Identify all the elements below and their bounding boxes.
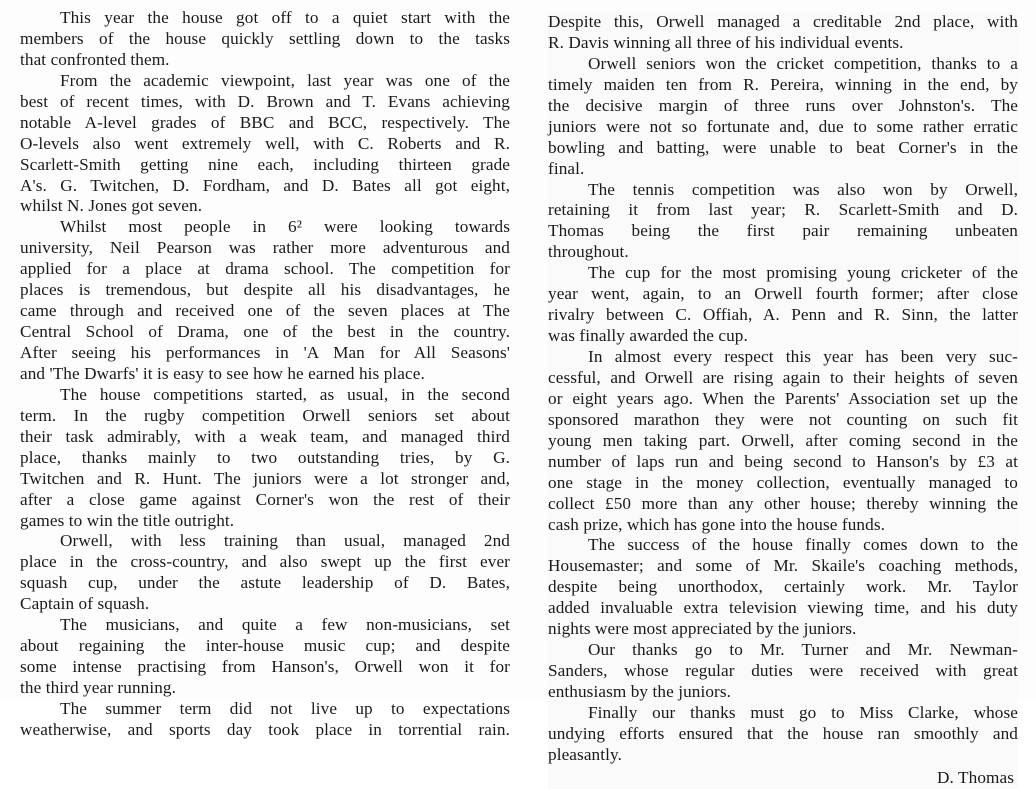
- text-line: The musicians, and quite a few non-musicians, set: [60, 615, 510, 635]
- text-line: applied for a place at drama school. The competition for: [20, 259, 510, 279]
- text-line: members of the house quickly settling down to the tasks: [20, 28, 510, 48]
- text-line: Orwell, with less training than usual, managed 2nd: [60, 531, 510, 551]
- text-line: best of recent times, with D. Brown and T. Evans achieving: [20, 91, 510, 111]
- text-line: term. In the rugby competition Orwell seniors set about: [20, 405, 510, 425]
- text-line: throughout.: [548, 242, 629, 262]
- text-line: undying efforts ensured that the house ran smoothly and: [548, 723, 1018, 743]
- text-line: added invaluable extra television viewing time, and his duty: [548, 598, 1018, 618]
- text-line: places is tremendous, but despite all his disadvantages, he: [20, 280, 510, 300]
- text-line: or eight years ago. When the Parents' Association set up the: [548, 388, 1018, 408]
- text-line: Central School of Drama, one of the best in the country.: [20, 322, 510, 342]
- text-line: Thomas being the first pair remaining unbeaten: [548, 221, 1018, 241]
- text-line: O-levels also went extremely well, with C. Roberts and R.: [20, 133, 510, 153]
- text-line: collect £50 more than any other house; thereby winning the: [548, 493, 1018, 513]
- text-line: one stage in the money collection, eventually managed to: [548, 472, 1018, 492]
- text-line: university, Neil Pearson was rather more adventurous and: [20, 238, 510, 258]
- text-line: The success of the house finally comes down to the: [588, 535, 1018, 555]
- text-line: Despite this, Orwell managed a creditable 2nd place, with: [548, 12, 1018, 31]
- text-line: was finally awarded the cup.: [548, 326, 748, 346]
- text-line: final.: [548, 158, 585, 178]
- right-column-body: [548, 12, 1018, 766]
- text-line: A's. G. Twitchen, D. Fordham, and D. Bates all got eight,: [20, 175, 510, 195]
- text-line: place, thanks mainly to two outstanding tries, by G.: [20, 447, 510, 467]
- text-line: squash cup, under the astute leadership of D. Bates,: [20, 573, 510, 593]
- text-line: number of laps run and being second to Hanson's by £3 at: [548, 451, 1018, 471]
- text-line: Housemaster; and some of Mr. Skaile's coaching methods,: [548, 556, 1018, 576]
- text-line: Scarlett-Smith getting nine each, including thirteen grade: [20, 154, 510, 174]
- text-line: notable A-level grades of BBC and BCC, respectively. The: [20, 112, 510, 132]
- text-line: Orwell seniors won the cricket competition, thanks to a: [588, 53, 1018, 73]
- text-line: Whilst most people in 6² were looking towards: [60, 217, 510, 237]
- text-line: After seeing his performances in 'A Man for All Seasons': [20, 343, 510, 362]
- text-line: Our thanks go to Mr. Turner and Mr. Newman-: [588, 640, 1018, 660]
- text-line: cash prize, which has gone into the house funds.: [548, 514, 886, 534]
- text-line: Sanders, whose regular duties were received with great: [548, 661, 1018, 681]
- text-line: Finally our thanks must go to Miss Clarke, whose: [588, 702, 1018, 722]
- text-line: Twitchen and R. Hunt. The juniors were a lot stronger and,: [20, 468, 510, 488]
- right-column: [548, 12, 1018, 789]
- text-line: some intense practising from Hanson's, Orwell won it for: [20, 657, 510, 677]
- text-line: enthusiasm by the juniors.: [548, 682, 732, 701]
- text-line: about regaining the inter-house music cup; and despite: [20, 636, 510, 656]
- text-line: The cup for the most promising young cricketer of the: [588, 263, 1018, 283]
- text-line: and 'The Dwarfs' it is easy to see how he earned his place.: [20, 363, 425, 383]
- text-line: juniors were not so fortunate and, due to some rather erratic: [548, 116, 1018, 136]
- text-line: This year the house got off to a quiet start with the: [60, 8, 510, 27]
- text-line: The house competitions started, as usual, in the second: [60, 384, 510, 404]
- text-line: rivalry between C. Offiah, A. Penn and R. Sinn, the latter: [548, 305, 1018, 325]
- text-line: From the academic viewpoint, last year was one of the: [60, 70, 510, 90]
- text-line: pleasantly.: [548, 744, 622, 764]
- text-line: Captain of squash.: [20, 594, 150, 614]
- text-line: the third year running.: [20, 678, 176, 697]
- text-line: timely maiden ten from R. Pereira, winning in the end, by: [548, 74, 1018, 94]
- text-line: the decisive margin of three runs over Johnston's. The: [548, 95, 1018, 115]
- text-line: whilst N. Jones got seven.: [20, 196, 203, 216]
- text-line: place in the cross-country, and also swept up the first ever: [20, 552, 510, 572]
- text-line: their task admirably, with a weak team, and managed third: [20, 426, 510, 446]
- text-line: retaining it from last year; R. Scarlett-Smith and D.: [548, 200, 1018, 220]
- text-line: R. Davis winning all three of his individual events.: [548, 32, 904, 52]
- text-line: weatherwise, and sports day took place in torrential rain.: [20, 719, 510, 739]
- text-line: cessful, and Orwell are rising again to their heights of seven: [548, 367, 1018, 387]
- text-line: young men taking part. Orwell, after coming second in the: [548, 430, 1018, 450]
- text-line: games to win the title outright.: [20, 510, 235, 530]
- text-line: The tennis competition was also won by Orwell,: [588, 179, 1018, 199]
- text-line: that confronted them.: [20, 49, 170, 69]
- text-line: despite being unorthodox, certainly work. Mr. Taylor: [548, 577, 1018, 597]
- text-line: bowling and batting, were unable to beat Corner's in the: [548, 137, 1018, 157]
- text-line: In almost every respect this year has been very suc-: [588, 347, 1018, 366]
- text-line: came through and received one of the seven places at The: [20, 301, 510, 321]
- left-column: [20, 8, 510, 741]
- text-line: nights were most appreciated by the juniors.: [548, 619, 857, 639]
- text-line: sponsored marathon they were not counting on such fit: [548, 409, 1018, 429]
- text-line: year went, again, to an Orwell fourth former; after close: [548, 284, 1018, 304]
- signature: D. Thomas: [937, 767, 1014, 787]
- text-line: The summer term did not live up to expectations: [60, 698, 510, 718]
- text-line: after a close game against Corner's won the rest of their: [20, 489, 510, 509]
